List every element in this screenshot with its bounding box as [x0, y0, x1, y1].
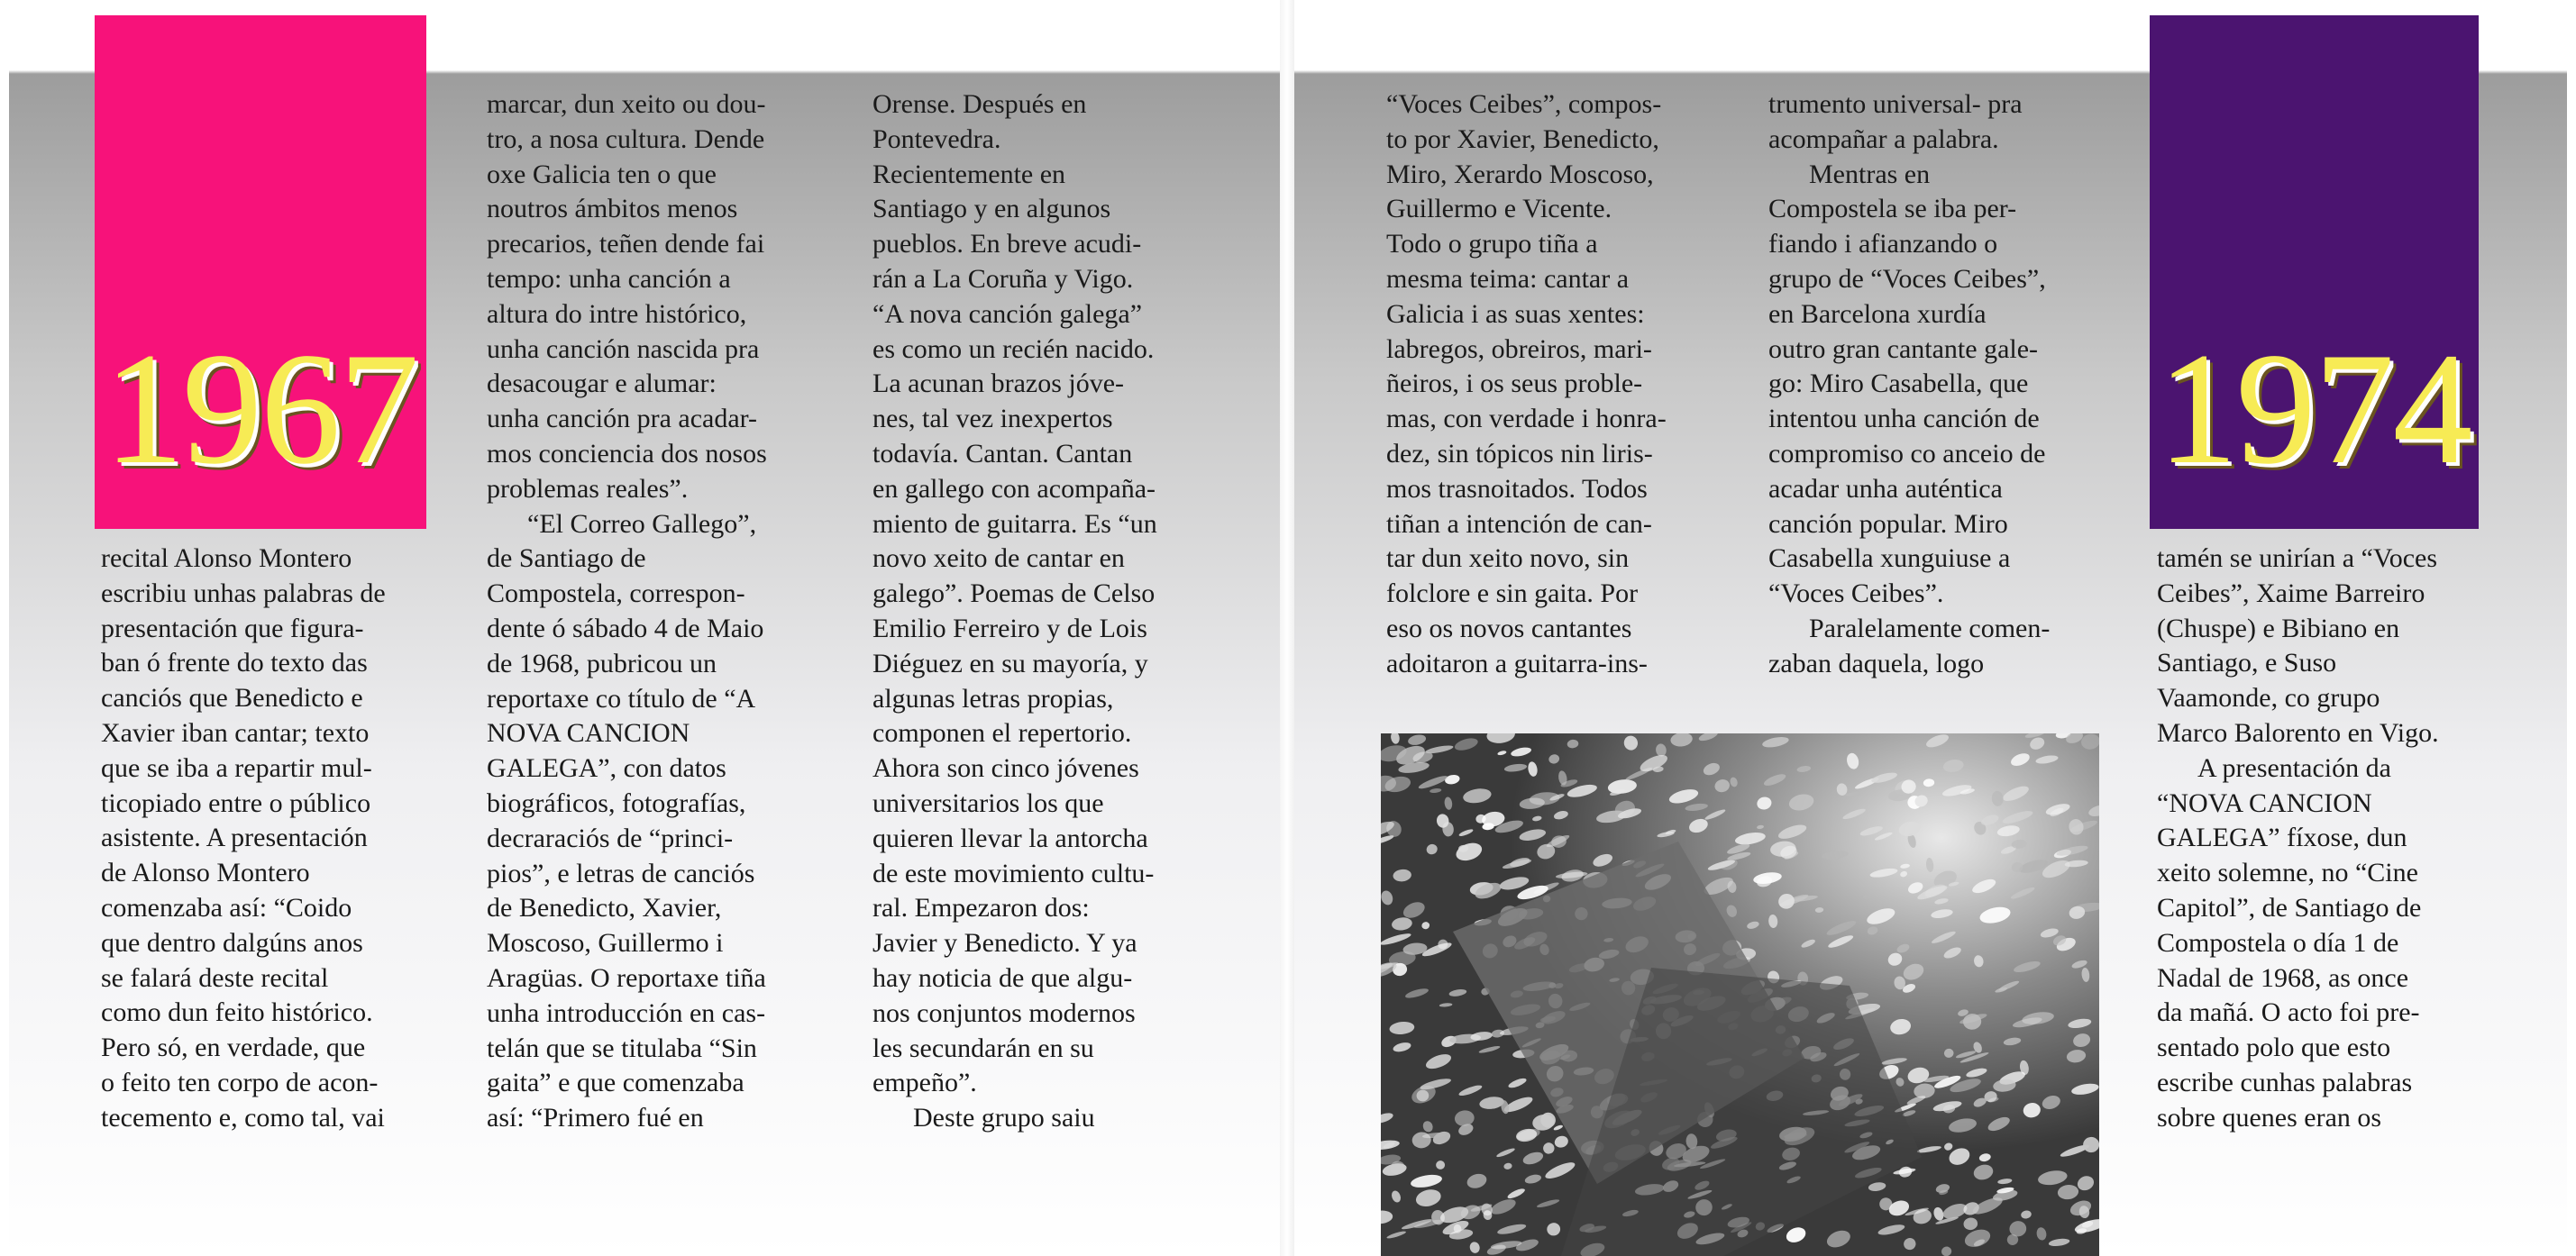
text-line: ticopiado entre o público	[101, 787, 371, 818]
text-line: que se iba a repartir mul-	[101, 752, 372, 783]
text-line: grupo de “Voces Ceibes”,	[1768, 263, 2046, 294]
text-line: novo xeito de cantar en	[872, 543, 1125, 574]
text-line: de Benedicto, Xavier,	[487, 893, 722, 924]
text-line: eso os novos cantantes	[1386, 613, 1632, 643]
text-line: “El Correo Gallego”,	[487, 508, 757, 539]
text-line: go: Miro Casabella, que	[1768, 369, 2029, 399]
year-heading: 1967	[104, 319, 417, 497]
text-line: Pontevedra.	[872, 123, 1001, 154]
text-line: dente ó sábado 4 de Maio	[487, 613, 764, 643]
black-and-white-photo	[1381, 733, 2099, 1256]
text-line: tecemento e, como tal, vai	[101, 1102, 385, 1133]
text-line: Aragüas. O reportaxe tiña	[487, 962, 766, 993]
text-line: miento de guitarra. Es “un	[872, 508, 1157, 539]
text-line: presentación que figura-	[101, 613, 364, 643]
text-line: biográficos, fotografías,	[487, 787, 746, 818]
text-line: compromiso co anceio de	[1768, 438, 2046, 469]
text-line: Vaamonde, co grupo	[2157, 683, 2380, 714]
text-line: les secundarán en su	[872, 1033, 1094, 1063]
text-line: Santiago, e Suso	[2157, 648, 2337, 678]
text-line: NOVA CANCION	[487, 718, 690, 749]
text-line: sentado polo que esto	[2157, 1033, 2391, 1063]
text-line: dez, sin tópicos nin liris-	[1386, 438, 1653, 469]
text-line: en Barcelona xurdía	[1768, 298, 1987, 329]
text-line: algunas letras propias,	[872, 683, 1114, 714]
text-line: canción popular. Miro	[1768, 508, 2008, 539]
text-line: ban ó frente do texto das	[101, 648, 368, 678]
text-line: de Alonso Montero	[101, 858, 310, 888]
text-line: quieren llevar la antorcha	[872, 823, 1148, 853]
text-line: mos trasnoitados. Todos	[1386, 473, 1648, 504]
text-line: pios”, e letras de canciós	[487, 858, 755, 888]
text-line: componen el repertorio.	[872, 718, 1132, 749]
text-line: tamén se unirían a “Voces	[2157, 543, 2438, 573]
text-line: Compostela, correspon-	[487, 578, 745, 609]
text-line: Deste grupo saiu	[872, 1103, 1095, 1133]
text-line: nes, tal vez inexpertos	[872, 404, 1113, 434]
text-line: “NOVA CANCION	[2157, 787, 2372, 818]
text-line: Paralelamente comen-	[1768, 613, 2051, 643]
text-line: acadar unha auténtica	[1768, 473, 2003, 504]
text-line: unha introducción en cas-	[487, 997, 766, 1028]
text-line: intentou unha canción de	[1768, 404, 2040, 434]
text-line: telán que se titulaba “Sin	[487, 1033, 757, 1063]
text-line: desacougar e alumar:	[487, 369, 717, 399]
text-line: da mañá. O acto foi pre-	[2157, 997, 2420, 1028]
text-line: Compostela se iba per-	[1768, 194, 2017, 224]
text-line: nos conjuntos modernos	[872, 997, 1136, 1028]
text-line: tiñan a intención de can-	[1386, 508, 1652, 539]
year-heading: 1974	[2157, 319, 2471, 497]
text-line: en gallego con acompaña-	[872, 473, 1156, 504]
text-line: to por Xavier, Benedicto,	[1386, 123, 1659, 154]
text-line: empeño”.	[872, 1068, 977, 1098]
text-line: Diéguez en su mayoría, y	[872, 648, 1148, 678]
text-line: todavía. Cantan. Cantan	[872, 438, 1133, 469]
text-line: gaita” e que comenzaba	[487, 1068, 744, 1098]
text-line: comenzaba así: “Coido	[101, 892, 352, 923]
text-line: Todo o grupo tiña a	[1386, 229, 1598, 259]
text-column-6	[2157, 542, 2535, 1136]
text-line: tro, a nosa cultura. Dende	[487, 123, 765, 154]
text-line: unha canción pra acadar-	[487, 404, 758, 434]
text-line: Galicia i as suas xentes:	[1386, 298, 1645, 329]
book-gutter	[1280, 0, 1294, 1256]
text-line: tempo: unha canción a	[487, 263, 731, 294]
text-line: mas, con verdade i honra-	[1386, 404, 1667, 434]
text-line: sobre quenes eran os	[2157, 1102, 2382, 1133]
text-column-4	[1386, 87, 1747, 682]
text-line: o feito ten corpo de acon-	[101, 1067, 379, 1097]
text-line: reportaxe co título de “A	[487, 683, 756, 714]
text-line: oxe Galicia ten o que	[487, 159, 717, 189]
text-line: Mentras en	[1768, 159, 1931, 189]
text-line: Capitol”, de Santiago de	[2157, 892, 2422, 923]
text-line: marcar, dun xeito ou dou-	[487, 89, 766, 119]
text-line: trumento universal- pra	[1768, 89, 2023, 119]
text-line: Recientemente en	[872, 159, 1066, 189]
year-block-1967	[95, 15, 426, 529]
text-line: escribe cunhas palabras	[2157, 1067, 2413, 1097]
text-line: universitarios los que	[872, 787, 1104, 818]
text-line: A presentación da	[2157, 752, 2391, 783]
text-line: Moscoso, Guillermo i	[487, 928, 724, 959]
text-line: tar dun xeito novo, sin	[1386, 543, 1630, 574]
text-line: fiando i afianzando o	[1768, 229, 1998, 259]
text-line: Javier y Benedicto. Y ya	[872, 928, 1137, 959]
text-line: escribiu unhas palabras de	[101, 578, 386, 608]
text-line: Pero só, en verdade, que	[101, 1033, 366, 1063]
text-line: labregos, obreiros, mari-	[1386, 333, 1652, 364]
text-line: galego”. Poemas de Celso	[872, 578, 1156, 609]
text-line: de Santiago de	[487, 543, 646, 574]
text-line: Orense. Después en	[872, 89, 1087, 119]
text-line: Ceibes”, Xaime Barreiro	[2157, 578, 2425, 608]
text-line: xeito solemne, no “Cine	[2157, 858, 2418, 888]
text-line: de este movimiento cultu-	[872, 858, 1155, 888]
text-line: mos conciencia dos nosos	[487, 438, 767, 469]
text-line: Ahora son cinco jóvenes	[872, 753, 1139, 784]
text-line: que dentro dalgúns anos	[101, 927, 363, 958]
text-line: “A nova canción galega”	[872, 298, 1143, 329]
text-line: Santiago y en algunos	[872, 194, 1111, 224]
text-line: acompañar a palabra.	[1768, 123, 1999, 154]
text-line: Casabella xunguiuse a	[1768, 543, 2011, 574]
text-line: asistente. A presentación	[101, 823, 368, 853]
text-line: como dun feito histórico.	[101, 997, 373, 1028]
text-line: se falará deste recital	[101, 962, 329, 993]
text-column-3	[872, 87, 1233, 1136]
text-column-1	[101, 542, 434, 1136]
text-line: La acunan brazos jóve-	[872, 369, 1125, 399]
text-line: precarios, teñen dende fai	[487, 229, 765, 259]
text-line: canciós que Benedicto e	[101, 683, 363, 714]
text-line: adoitaron a guitarra-ins-	[1386, 648, 1648, 678]
text-line: unha canción nascida pra	[487, 333, 760, 364]
text-line: “Voces Ceibes”, compos-	[1386, 89, 1662, 119]
text-line: hay noticia de que algu-	[872, 962, 1133, 993]
text-line: Marco Balorento en Vigo.	[2157, 717, 2439, 748]
text-line: Nadal de 1968, as once	[2157, 962, 2409, 993]
text-line: problemas reales”.	[487, 473, 689, 504]
text-column-5	[1768, 87, 2129, 682]
text-line: Miro, Xerardo Moscoso,	[1386, 159, 1654, 189]
text-line: ral. Empezaron dos:	[872, 893, 1090, 924]
text-column-2	[487, 87, 847, 1136]
text-line: folclore e sin gaita. Por	[1386, 578, 1639, 609]
text-line: pueblos. En breve acudi-	[872, 229, 1142, 259]
text-line: outro gran cantante gale-	[1768, 333, 2039, 364]
text-line: GALEGA” fíxose, dun	[2157, 823, 2407, 853]
text-line: Emilio Ferreiro y de Lois	[872, 613, 1147, 643]
text-line: noutros ámbitos menos	[487, 194, 738, 224]
text-line: Guillermo e Vicente.	[1386, 194, 1612, 224]
text-line: Xavier iban cantar; texto	[101, 717, 370, 748]
text-line: es como un recién nacido.	[872, 333, 1155, 364]
text-line: ñeiros, i os seus proble-	[1386, 369, 1643, 399]
text-line: “Voces Ceibes”.	[1768, 578, 1944, 609]
text-line: rán a La Coruña y Vigo.	[872, 263, 1134, 294]
year-block-1974	[2150, 15, 2479, 529]
text-line: así: “Primero fué en	[487, 1103, 704, 1133]
text-line: mesma teima: cantar a	[1386, 263, 1630, 294]
text-line: altura do intre histórico,	[487, 298, 747, 329]
text-line: Compostela o día 1 de	[2157, 927, 2399, 958]
text-line: recital Alonso Montero	[101, 543, 352, 573]
text-line: (Chuspe) e Bibiano en	[2157, 613, 2400, 643]
text-line: decraraciós de “princi-	[487, 823, 734, 853]
text-line: GALEGA”, con datos	[487, 753, 726, 784]
text-line: zaban daquela, logo	[1768, 648, 1985, 678]
text-line: de 1968, pubricou un	[487, 648, 717, 678]
